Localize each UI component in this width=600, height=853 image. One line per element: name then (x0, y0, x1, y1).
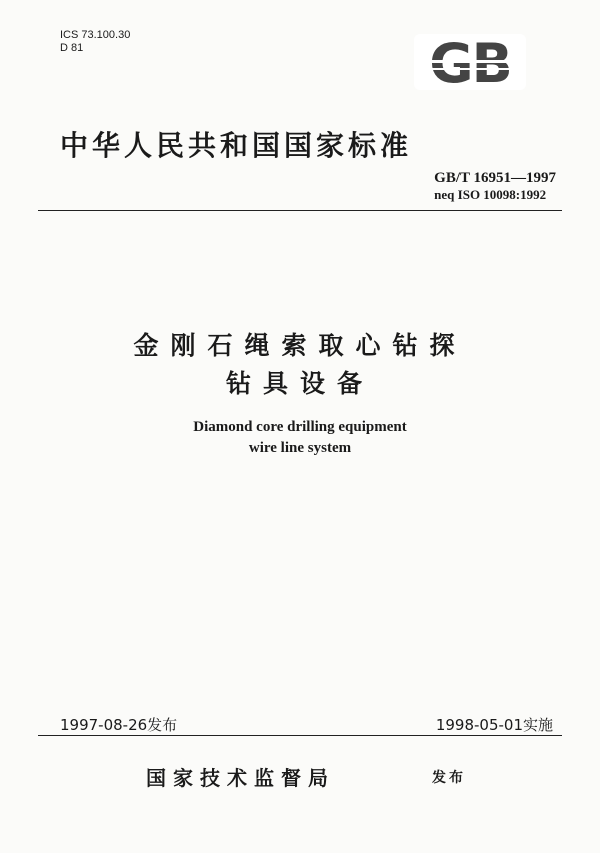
standard-number: GB/T 16951—1997 (434, 170, 556, 186)
document-title-cn-line1: 金刚石绳索取心钻探 (133, 331, 467, 360)
issuer-suffix: 发布 (432, 770, 466, 786)
document-title-en-line2: wire line system (248, 440, 352, 456)
equivalent-standard: neq ISO 10098:1992 (434, 187, 547, 202)
document-title-en (100, 417, 500, 459)
document-title-cn-line2: 钻具设备 (225, 369, 374, 398)
issuing-authority: 国家技术监督局 (146, 766, 335, 790)
ics-code: ICS 73.100.30 (60, 29, 131, 41)
implementation-date: 1998-05-01实施 (435, 716, 553, 734)
bottom-divider (38, 735, 562, 736)
standard-category-title: 中华人民共和国国家标准 (60, 129, 413, 162)
gb-logo (414, 34, 526, 90)
classification-codes (60, 29, 130, 55)
ccs-code: D 81 (60, 42, 84, 54)
document-title-cn (60, 327, 540, 403)
top-divider (38, 210, 562, 211)
standard-numbers (434, 170, 556, 203)
document-title-en-line1: Diamond core drilling equipment (193, 419, 407, 435)
issue-date: 1997-08-26发布 (60, 716, 178, 734)
